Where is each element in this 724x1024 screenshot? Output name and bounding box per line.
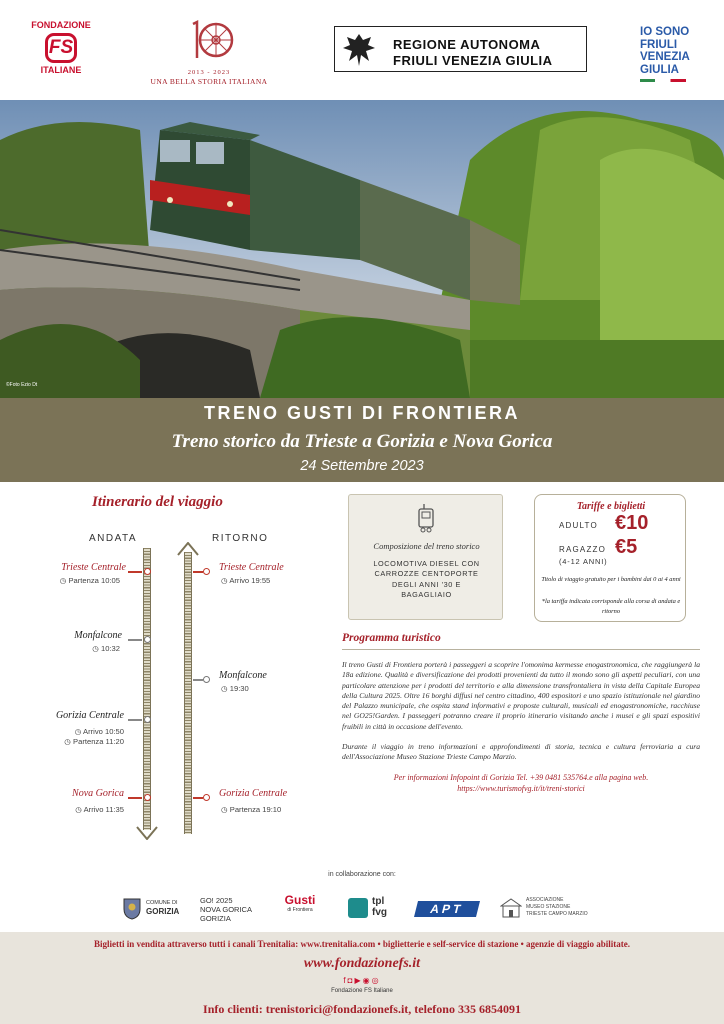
transit-time: ◷ 10:32 [92,644,120,653]
arrow-down-icon [136,826,158,840]
time-text: 19:30 [229,684,249,693]
partner-go2025 [200,896,260,923]
partner-museo-stazione [500,896,600,922]
go2025-line-1: GO! 2025 [200,896,233,905]
go2025-line-3: GORIZIA [200,914,231,923]
instagram-icon[interactable]: ◘ [347,976,355,985]
anniversary-10-icon [179,18,239,64]
departure-time: ◷ Partenza 11:20 [64,737,124,746]
tpl-logo-mark [348,898,368,918]
tickets-info: Biglietti in vendita attraverso tutti i canali Trenitalia: www.trenitalia.com • biglietterie e self-service di stazione • agenzie di viaggio abilitate. [93,939,631,949]
region-line-2: FRIULI VENEZIA GIULIA [393,53,553,68]
andata-stop-trieste [0,562,160,588]
iosono-line-2: FRIULI [640,38,678,51]
museo-line-2: MUSEO STAZIONE [526,904,571,910]
composition-title: Composizione del treno storico [373,541,480,551]
iosono-line-3: VENEZIA [640,51,690,63]
program-divider [342,649,700,650]
station-name: Monfalcone [74,630,122,641]
fs-logo-mark: FS [45,33,77,63]
ritorno-stop-trieste [183,562,323,588]
event-date: 24 Settembre 2023 [300,458,424,474]
program-info-line: Per informazioni Infopoint di Gorizia Tel. +39 0481 535764.e alla pagina web. [393,772,649,782]
museo-line-1: ASSOCIAZIONE [526,897,564,903]
composition-line-3: DEGLI ANNI '30 E [392,579,461,589]
arrival-time: ◷ Arrivo 19:55 [221,576,271,585]
stop-tick [128,571,142,573]
website-link[interactable]: www.fondazionefs.it [303,956,421,971]
pinterest-icon[interactable]: ◉ [362,976,372,985]
child-fare-ages: (4-12 ANNI) [559,557,608,566]
youtube-icon[interactable]: ▶ [354,976,363,985]
andata-stop-nova-gorica [0,788,160,814]
itinerary-title: Itinerario del viaggio [92,494,223,510]
fare-note-free: Titolo di viaggio gratuito per i bambini dai 0 ai 4 anni [541,576,681,583]
time-text: Arrivo 19:55 [229,576,271,585]
locomotive-icon [416,503,436,533]
time-text: Partenza 11:20 [73,737,124,746]
partner-apt [414,901,480,917]
spotify-icon[interactable]: ◎ [371,976,381,985]
eagle-icon [341,31,377,69]
time-text: Partenza 19:10 [229,805,282,814]
station-name: Gorizia Centrale [219,788,288,799]
partner-tpl-fvg [348,896,398,922]
gusti-logo-text: Gusti [284,893,316,907]
ritorno-stop-monfalcone [183,670,323,696]
program-title: Programma turistico [342,632,441,644]
stop-tick [128,719,142,721]
time-text: Partenza 10:05 [68,576,120,585]
stop-dot [144,794,151,801]
station-name: Monfalcone [219,670,267,681]
departure-time: ◷ Partenza 10:05 [59,576,120,585]
stop-dot [144,716,151,723]
program-info-link[interactable]: https://www.turismofvg.it/it/treni-storici [457,783,585,793]
title-banner [0,398,724,482]
andata-label: ANDATA [89,533,138,544]
child-fare-label: RAGAZZO [559,545,607,554]
train-composition-box [348,494,503,620]
stop-dot [144,636,151,643]
composition-lines [349,559,504,600]
museo-line-3: TRIESTE CAMPO MARZIO [526,911,588,917]
iosono-line-1: IO SONO [640,26,690,38]
composition-line-1: LOCOMOTIVA DIESEL CON [373,559,480,568]
station-name: Gorizia Centrale [55,710,124,721]
event-subtitle: Treno storico da Trieste a Gorizia e Nova Gorica [171,431,553,452]
partner-gusti-di-frontiera [280,893,320,913]
ritorno-stop-gorizia [183,788,323,814]
event-title: TRENO GUSTI DI FRONTIERA [204,403,520,423]
station-name: Trieste Centrale [219,562,284,573]
child-fare-price: €5 [615,536,638,558]
italian-flag-bar [640,79,686,82]
gusti-logo-subtext: di Frontiera [287,907,313,913]
region-logo [334,26,587,72]
arrival-time: ◷ Arrivo 11:35 [75,805,124,814]
arrow-up-icon [177,542,199,556]
tpl-logo-text: tpl [372,896,385,907]
stop-tick [128,797,142,799]
comune-label: COMUNE DI [146,900,178,906]
time-text: 10:32 [100,644,120,653]
photo-credit: ©Foto Ezio Dt [6,382,38,388]
stop-dot [203,568,210,575]
stop-tick [193,679,203,681]
program-paragraph-1: Il treno Gusti di Frontiera porterà i passeggeri a scoprire l'omonima kermesse enogastronomica, che raggiungerà la 18a edizione. Qualità e diversificazione dei prodotti provenienti da tutto il mondo sono gli aspetti peculiari, con una particolare attenzione per i prodotti del territorio e alla dimensione transfrontaliera in vista della Capitale Europea della Cultura 2025. Oltre 16 borghi diffusi nel centro cittadino, 400 espositori e uno spazio istituzionale nel giardino del Palazzo municipale, che ospita stand informativi e proposte culturali, musicali ed enogastronomiche, racchiuse nel GO25!Garden. I passeggeri potranno creare il proprio itinerario visitando anche i musei e gli spazi espositivi fruibili in città in occasione dell'evento. [342,660,700,731]
social-caption: Fondazione FS Italiane [331,988,393,994]
fs-logo-top: FONDAZIONE [31,20,91,30]
social-icons [327,976,397,985]
anniversary-years: 2013 - 2023 [187,69,231,76]
stop-dot [203,676,210,683]
fvg-logo-text: fvg [372,907,387,918]
fs-logo-bottom: ITALIANE [40,65,82,75]
departure-time: ◷ Partenza 19:10 [221,805,282,814]
time-text: Arrivo 11:35 [83,805,124,814]
fares-title: Tariffe e biglietti [576,501,646,512]
region-line-1: REGIONE AUTONOMA [393,37,541,52]
station-name: Nova Gorica [72,788,124,799]
go2025-line-2: NOVA GORICA [200,905,252,914]
fs-logo [28,20,94,75]
stop-dot [203,794,210,801]
header [0,0,724,100]
time-text: Arrivo 10:50 [83,727,124,736]
contact-info: Info clienti: trenistorici@fondazionefs.it, telefono 335 6854091 [203,1002,521,1016]
tourist-program [342,632,700,793]
station-building-icon [500,898,522,918]
stop-tick [193,571,203,573]
transit-time: ◷ 19:30 [221,684,249,693]
adult-fare-price: €10 [615,512,649,534]
stop-dot [144,568,151,575]
adult-fare-label: ADULTO [559,521,598,530]
footer [0,932,724,1024]
iosono-line-4: GIULIA [640,63,679,76]
arrival-time: ◷ Arrivo 10:50 [74,727,124,736]
anniversary-logo [148,18,270,86]
anniversary-caption: UNA BELLA STORIA ITALIANA [150,77,268,86]
partners-label: in collaborazione con: [328,871,396,878]
stop-tick [193,797,203,799]
composition-line-2: CARROZZE CENTOPORTE [374,569,479,579]
io-sono-fvg-logo [640,26,710,82]
train-photo [0,100,724,398]
apt-logo-text: APT [428,902,466,916]
comune-name: GORIZIA [146,907,180,916]
gorizia-crest-icon [122,896,142,920]
andata-stop-gorizia [0,710,160,748]
program-paragraph-2: Durante il viaggio in treno informazioni e approfondimenti di storia, tecnica e cultura ferroviaria a cura dell'Associazione Museo Stazione Trieste Campo Marzio. [342,742,700,762]
composition-line-4: BAGAGLIAIO [401,589,452,599]
station-name: Trieste Centrale [61,562,126,573]
fares-box [534,494,686,622]
ritorno-label: RITORNO [212,533,269,544]
partner-comune-gorizia [122,896,192,922]
facebook-icon[interactable]: f [343,976,348,985]
stop-tick [128,639,142,641]
andata-stop-monfalcone [0,630,160,656]
fare-note-return: *la tariffa indicata corrisponde alla corsa di andata e ritorno [541,598,681,615]
